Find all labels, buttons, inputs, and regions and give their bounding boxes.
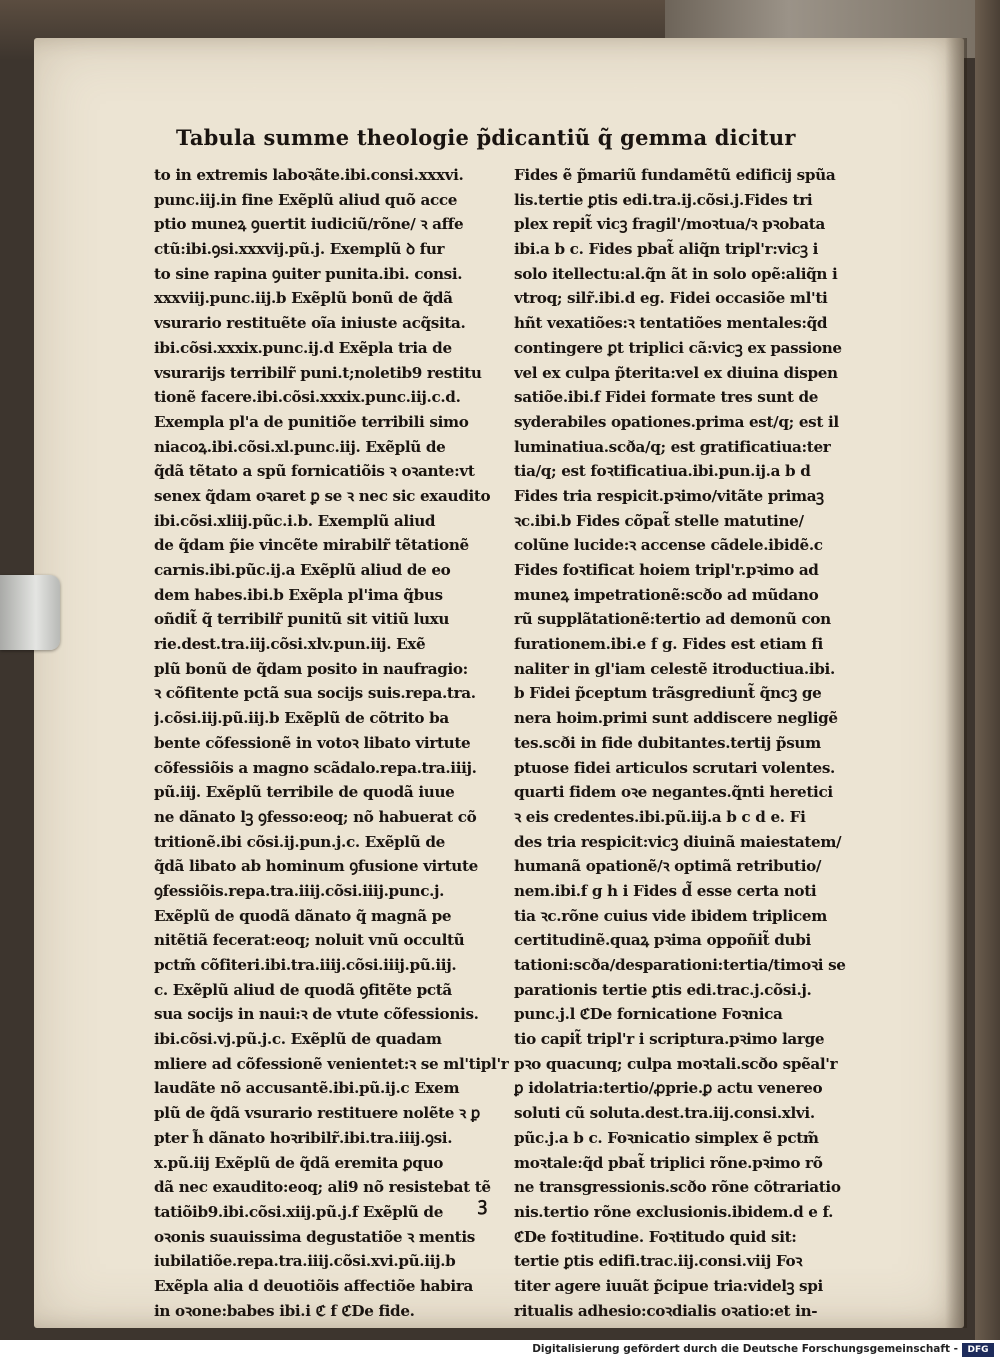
- text-line: nem.ibi.f g h i Fides d̃ esse certa noti: [514, 881, 817, 900]
- text-line: dã nec exaudito:eoq; ali9 nõ resistebat tẽ: [154, 1178, 491, 1197]
- text-line: punc.iij.in fine Exẽplũ aliud quõ acce: [154, 190, 458, 209]
- text-line: ritualis adhesio:coꝛdialis oꝛatio:et in-: [514, 1301, 818, 1320]
- left-text-column: [154, 163, 510, 1323]
- gutter-shadow: [945, 38, 967, 1328]
- text-line: Exẽpla alia d deuotiõis affectiõe habira: [154, 1276, 473, 1295]
- text-line: punc.j.l ℭDe fornicatione Foꝛnica: [514, 1005, 783, 1024]
- text-line: ptio muneꝝ ꝯuertit iudiciũ/rõne/ ꝛ affe: [154, 215, 464, 234]
- text-line: ctũ:ibi.ꝯsi.xxxvij.pũ.j. Exemplũ ꝺ fur: [154, 240, 445, 259]
- text-line: ℭDe foꝛtitudine. Foꝛtitudo quid sit:: [514, 1227, 797, 1246]
- text-line: plũ de q̃dã vsurario restituere nolẽte ꝛ ꝑ: [154, 1104, 480, 1123]
- text-line: parationis tertie ꝑtis edi.trac.j.cõsi.j.: [514, 980, 812, 999]
- text-line: contingere ꝑt triplici cã:vicꝫ ex passione: [514, 338, 842, 357]
- text-line: ꝛ eis credentes.ibi.pũ.iij.a b c d e. Fi: [514, 807, 806, 826]
- text-line: ibi.cõsi.xxxix.punc.ij.d Exẽpla tria de: [154, 338, 452, 357]
- text-line: b Fidei p̃ceptum trãsgrediunt̃ q̃ncꝫ ge: [514, 684, 822, 703]
- text-line: to sine rapina ꝯuiter punita.ibi. consi.: [154, 264, 463, 283]
- text-line: vtroq; silr̃.ibi.d eg. Fidei occasiõe ml'ti: [514, 289, 828, 308]
- text-line: bente cõfessionẽ in votoꝛ libato virtute: [154, 733, 471, 752]
- text-line: muneꝝ impetrationẽ:scðo ad mũdano: [514, 585, 819, 604]
- text-line: titer agere iuuãt p̃cipue tria:videlꝫ spi: [514, 1276, 823, 1295]
- text-line: Fides ẽ p̃mariũ fundamẽtũ edificij spũa: [514, 166, 836, 184]
- text-line: mliere ad cõfessionẽ venientet:ꝛ se ml'tipl'r: [154, 1054, 509, 1073]
- text-line: des tria respicit:vicꝫ diuinã maiestatem/: [514, 832, 842, 851]
- text-line: q̃dã tẽtato a spũ fornicatiõis ꝛ oꝛante:vt: [154, 462, 475, 481]
- text-line: ꝛ cõfitente pctã sua socijs suis.repa.tra.: [154, 684, 476, 703]
- text-line: oꝛonis suauissima degustatiõe ꝛ mentis: [154, 1227, 475, 1246]
- text-line: pũc.j.a b c. Foꝛnicatio simplex ẽ pctm̃: [514, 1128, 819, 1147]
- text-line: laudãte nõ accusantẽ.ibi.pũ.ij.c Exem: [154, 1079, 460, 1098]
- text-line: satiõe.ibi.f Fidei formate tres sunt de: [514, 388, 819, 407]
- text-line: ꝯfessiõis.repa.tra.iiij.cõsi.iiij.punc.j.: [154, 881, 445, 900]
- text-line: tertie ꝑtis edifi.trac.iij.consi.viij Foꝛ: [514, 1252, 803, 1271]
- text-line: ne dãnato lꝫ ꝯfesso:eoq; nõ habuerat cõ: [154, 807, 477, 826]
- text-line: solo itellectu:al.q̃n ãt in solo opẽ:aliq̃n i: [514, 264, 838, 283]
- text-line: Exempla pl'a de punitiõe terribili simo: [154, 412, 469, 431]
- text-line: tatiõib9.ibi.cõsi.xiij.pũ.j.f Exẽplũ de: [154, 1202, 444, 1221]
- text-line: in oꝛone:babes ibi.i ℭ f ℭDe fide.: [154, 1301, 415, 1320]
- text-line: hñt vexatiões:ꝛ tentatiões mentales:q̃d: [514, 314, 828, 333]
- text-line: luminatiua.scða/q; est gratificatiua:ter: [514, 437, 831, 456]
- signature-mark: ꝫ: [478, 1194, 488, 1215]
- text-line: niacoꝝ.ibi.cõsi.xl.punc.iij. Exẽplũ de: [154, 437, 446, 456]
- text-line: vsurario restituẽte oĩa iniuste acq̃sita.: [154, 314, 466, 333]
- text-line: tia/q; est foꝛtificatiua.ibi.pun.ij.a b d: [514, 462, 811, 481]
- text-line: Fides tria respicit.pꝛimo/vitãte primaꝫ: [514, 486, 824, 505]
- text-line: ꝛc.ibi.b Fides cõpat̃ stelle matutine/: [514, 511, 804, 530]
- text-line: pter h̃ dãnato hoꝛribilr̃.ibi.tra.iiij.ꝯsi.: [154, 1128, 453, 1147]
- text-line: humanã opationẽ/ꝛ optimã retributio/: [514, 857, 822, 876]
- text-line: tationi:scða/desparationi:tertia/timoꝛi se: [514, 956, 846, 974]
- text-line: ꝑ idolatria:tertio/ꝓprie.ꝑ actu venereo: [514, 1079, 823, 1098]
- text-line: j.cõsi.iij.pũ.iij.b Exẽplũ de cõtrito ba: [154, 709, 449, 728]
- text-line: dem habes.ibi.b Exẽpla pl'ima q̃bus: [154, 585, 443, 604]
- text-line: xxxviij.punc.iij.b Exẽplũ bonũ de q̃dã: [154, 289, 453, 308]
- text-line: tia ꝛc.rõne cuius vide ibidem triplicem: [514, 906, 827, 925]
- text-line: colũne lucide:ꝛ accense cãdele.ibidẽ.c: [514, 536, 823, 555]
- text-line: ibi.a b c. Fides pbat̃ aliq̃n tripl'r:vicꝫ i: [514, 240, 819, 259]
- text-line: soluti cũ soluta.dest.tra.iij.consi.xlvi.: [514, 1104, 815, 1123]
- text-line: pũ.iij. Exẽplũ terribile de quodã iuue: [154, 783, 455, 802]
- right-text-column: [514, 163, 874, 1323]
- text-line: ibi.cõsi.xliij.pũc.i.b. Exemplũ aliud: [154, 511, 436, 530]
- text-line: carnis.ibi.pũc.ij.a Exẽplũ aliud de eo: [154, 561, 451, 579]
- text-line: furationem.ibi.e f g. Fides est etiam fi: [514, 635, 823, 654]
- text-line: de q̃dam p̃ie vincẽte mirabilr̃ tẽtationẽ: [154, 536, 469, 555]
- text-line: plex repit̃ vicꝫ fragil'/moꝛtua/ꝛ pꝛobata: [514, 215, 825, 234]
- running-header: Tabula summe theologie p̃dicantiũ q̃ gemma dicitur: [176, 125, 796, 150]
- dfg-logo: DFG: [962, 1343, 994, 1357]
- text-line: plũ bonũ de q̃dam posito in naufragio:: [154, 659, 468, 678]
- text-line: vsurarijs terribilr̃ puni.t;noletib9 restitu: [154, 363, 482, 382]
- text-line: pꝛo quacunq; culpa moꝛtali.scðo spẽal'r: [514, 1054, 838, 1073]
- text-line: Fides foꝛtificat hoiem tripl'r.pꝛimo ad: [514, 561, 819, 579]
- text-line: nis.tertio rõne exclusionis.ibidem.d e f.: [514, 1202, 834, 1221]
- book-cover-right: [975, 0, 1000, 1340]
- text-line: tio capit̃ tripl'r i scriptura.pꝛimo large: [514, 1030, 825, 1049]
- text-line: pctm̃ cõfiteri.ibi.tra.iiij.cõsi.iiij.pũ.iij.: [154, 956, 457, 974]
- text-line: oñdit̃ q̃ terribilr̃ punitũ sit vitiũ luxu: [154, 610, 450, 629]
- digitization-footer: [0, 1340, 1000, 1361]
- text-line: c. Exẽplũ aliud de quodã ꝯfitẽte pctã: [154, 980, 452, 999]
- text-line: sua socijs in naui:ꝛ de vtute cõfessionis.: [154, 1005, 479, 1024]
- text-line: tes.scði in fide dubitantes.tertij p̃sum: [514, 733, 821, 752]
- text-line: quarti fidem oꝛe negantes.q̃nti heretici: [514, 783, 833, 802]
- text-line: nitẽtiã fecerat:eoq; noluit vnũ occultũ: [154, 931, 465, 950]
- text-line: ne transgressionis.scðo rõne cõtrariatio: [514, 1178, 841, 1197]
- text-line: cõfessiõis a magno scãdalo.repa.tra.iiij.: [154, 758, 477, 777]
- text-line: tritionẽ.ibi cõsi.ij.pun.j.c. Exẽplũ de: [154, 832, 445, 851]
- text-line: vel ex culpa p̃terita:vel ex diuina dispen: [514, 363, 838, 382]
- text-line: moꝛtale:q̃d pbat̃ triplici rõne.pꝛimo rõ: [514, 1153, 823, 1172]
- text-line: rie.dest.tra.iij.cõsi.xlv.pun.iij. Exẽ: [154, 635, 426, 654]
- text-line: syderabiles opationes.prima est/q; est il: [514, 412, 839, 431]
- text-line: nera hoim.primi sunt addiscere negligẽ: [514, 709, 838, 728]
- text-line: senex q̃dam oꝛaret ꝑ se ꝛ nec sic exaudito: [154, 486, 491, 505]
- funding-notice: Digitalisierung gefördert durch die Deutsche Forschungsgemeinschaft -: [532, 1343, 958, 1355]
- text-line: rũ supplãtationẽ:tertio ad demonũ con: [514, 610, 831, 629]
- text-line: q̃dã libato ab hominum ꝯfusione virtute: [154, 857, 478, 876]
- text-line: iubilatiõe.repa.tra.iiij.cõsi.xvi.pũ.iij.b: [154, 1252, 456, 1271]
- text-line: Exẽplũ de quodã dãnato q̃ magnã pe: [154, 906, 452, 925]
- text-line: ptuose fidei articulos scrutari volentes.: [514, 758, 835, 777]
- text-line: naliter in gl'iam celestẽ itroductiua.ibi.: [514, 659, 835, 678]
- page-clip: [0, 575, 60, 650]
- text-line: to in extremis laboꝛãte.ibi.consi.xxxvi.: [154, 166, 464, 184]
- text-line: ibi.cõsi.vj.pũ.j.c. Exẽplũ de quadam: [154, 1030, 442, 1049]
- text-line: lis.tertie ꝑtis edi.tra.ij.cõsi.j.Fides tri: [514, 190, 813, 209]
- text-line: certitudinẽ.quaꝝ pꝛima oppoñit̃ dubi: [514, 931, 811, 950]
- text-line: x.pũ.iij Exẽplũ de q̃dã eremita ꝑquo: [154, 1153, 444, 1172]
- text-line: tionẽ facere.ibi.cõsi.xxxix.punc.iij.c.d.: [154, 388, 461, 407]
